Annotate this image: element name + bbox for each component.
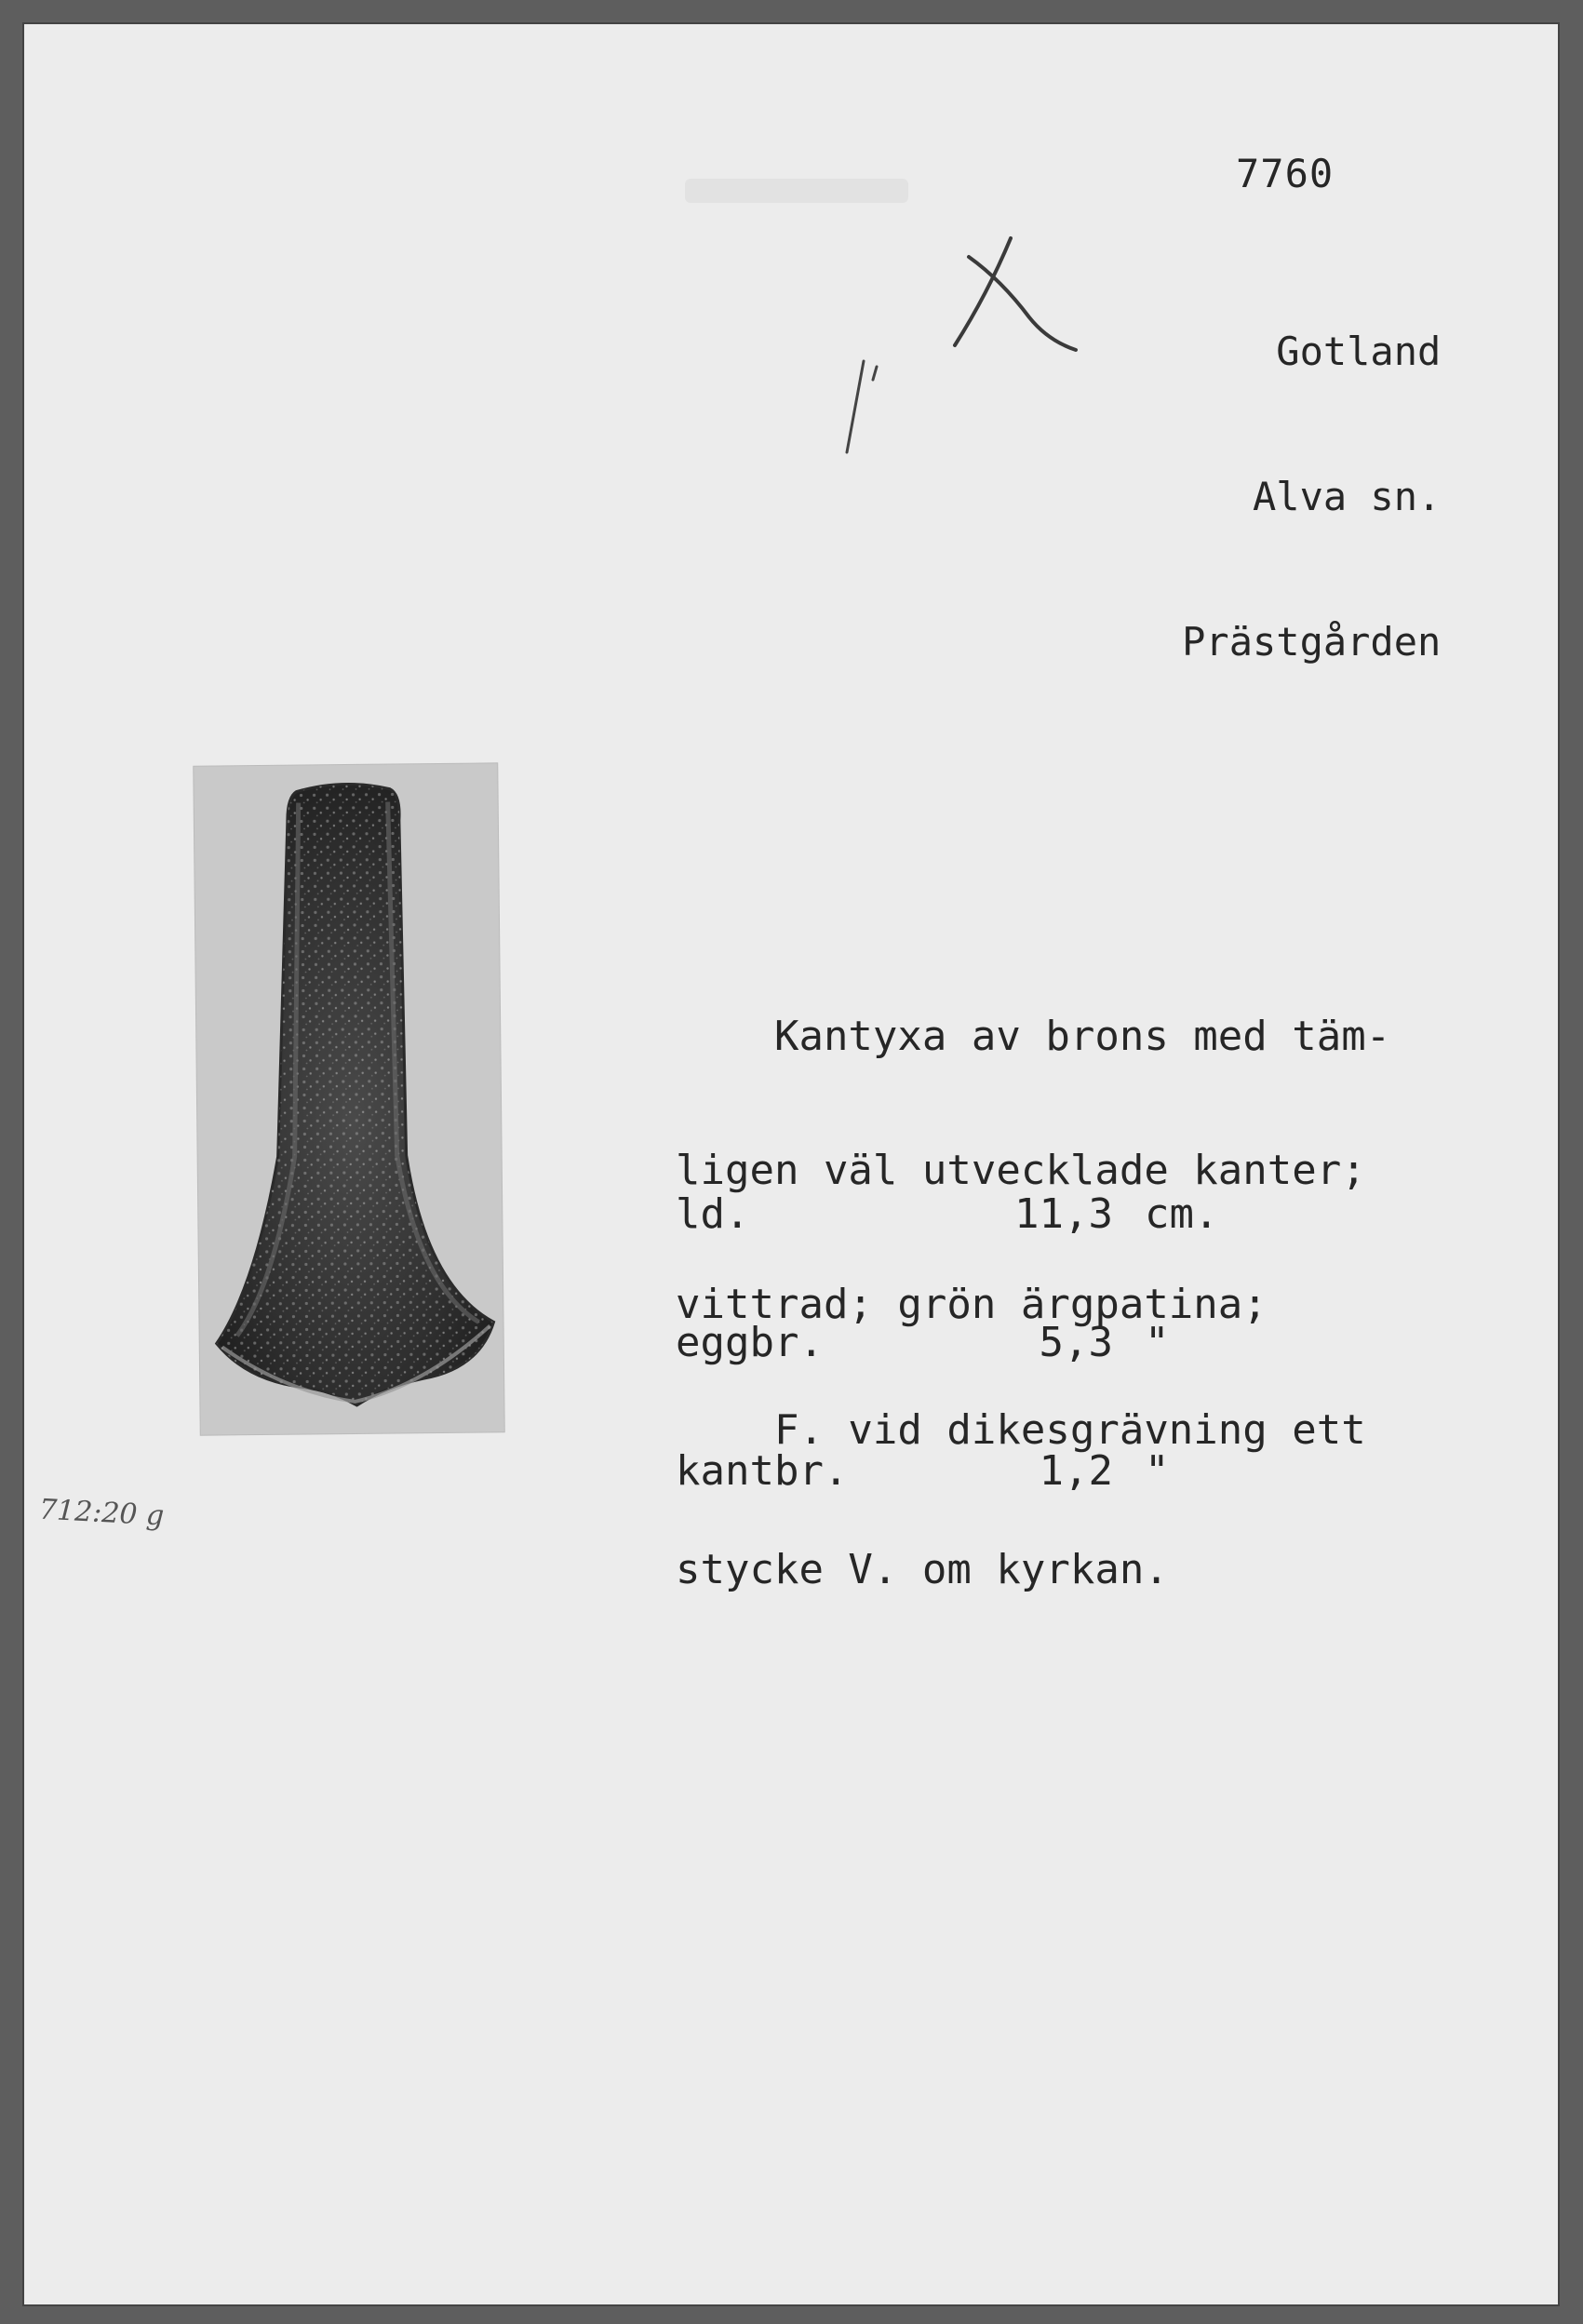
accession-number: 7760 <box>1236 151 1335 196</box>
find-note-line-2: stycke V. om kyrkan. <box>676 1546 1169 1593</box>
description-line-1: Kantyxa av brons med täm- <box>676 1013 1391 1060</box>
measurement-value: 5,3 <box>1039 1319 1113 1366</box>
locality-block <box>1167 231 1441 763</box>
measurement-row-length <box>676 1190 1256 1238</box>
pencil-tick-mark <box>847 361 864 452</box>
locality-line-parish: Alva sn. <box>1253 474 1442 519</box>
pencil-cross-stroke <box>969 257 1076 350</box>
pencil-inventory-number: 712:20 g <box>38 1493 166 1533</box>
bronze-axe-image <box>194 763 504 1434</box>
pencil-marks <box>815 229 1169 490</box>
locality-line-province: Gotland <box>1276 329 1442 374</box>
find-circumstances <box>676 1314 1366 1686</box>
erased-text-smudge <box>685 179 908 203</box>
pencil-cross-mark <box>955 238 1011 345</box>
catalog-card <box>24 24 1558 2304</box>
measurement-unit: cm. <box>1145 1190 1219 1238</box>
find-note-line-1: F. vid dikesgrävning ett <box>676 1406 1366 1454</box>
measurement-value: 11,3 <box>1014 1190 1113 1238</box>
description-line-2: ligen väl utvecklade kanter; <box>676 1147 1366 1194</box>
measurement-label: eggbr. <box>676 1319 824 1366</box>
locality-line-site: Prästgården <box>1182 619 1442 665</box>
measurement-label: ld. <box>676 1190 750 1238</box>
artifact-photo <box>194 763 504 1434</box>
measurement-value: 1,2 <box>1039 1447 1113 1495</box>
measurement-unit: " <box>1145 1319 1170 1366</box>
description-line-3: vittrad; grön ärgpatina; <box>676 1281 1268 1328</box>
pencil-tick-accent <box>873 367 877 380</box>
measurement-unit: " <box>1145 1447 1170 1495</box>
measurement-label: kantbr. <box>676 1447 849 1495</box>
